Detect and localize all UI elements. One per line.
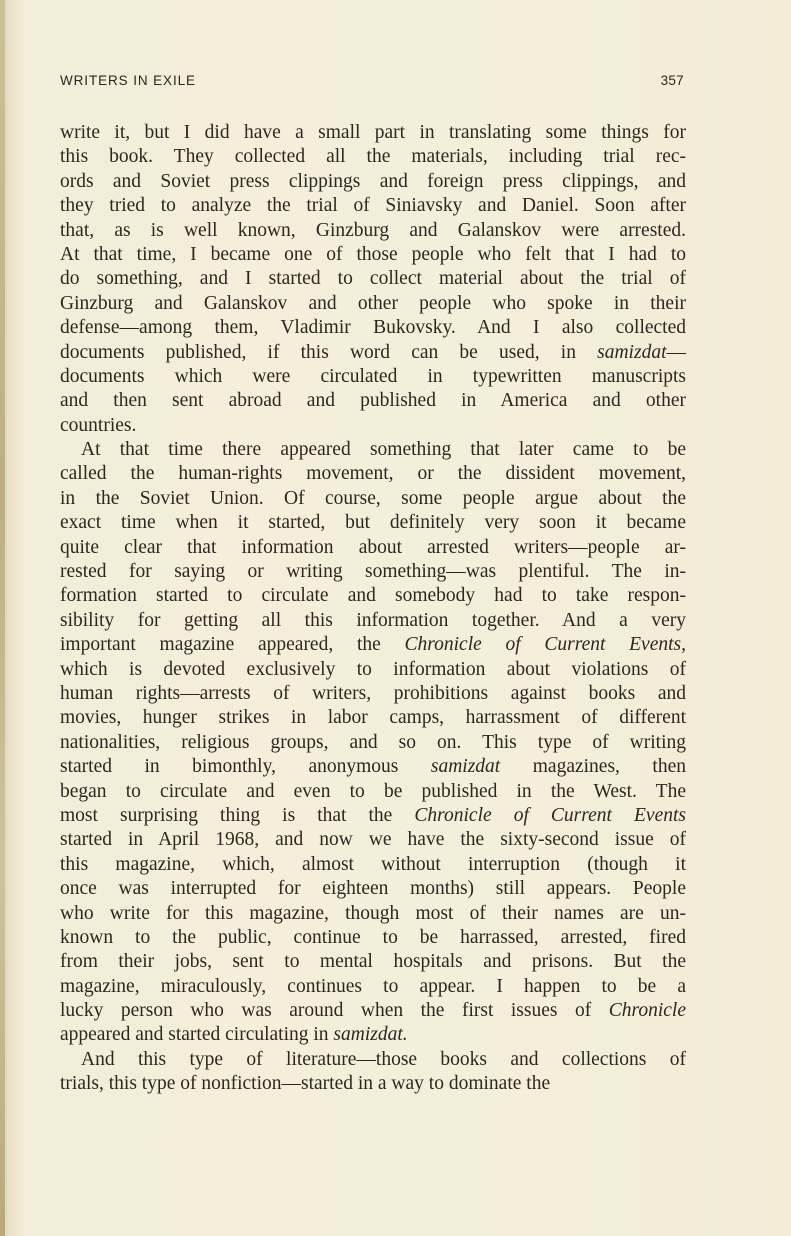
text-line [60, 609, 686, 633]
text-run: magazines, then [500, 756, 686, 778]
text-line [60, 389, 686, 413]
italic-text: samizdat. [333, 1024, 408, 1046]
text-line [60, 975, 686, 999]
text-run: they tried to analyze the trial of Siniavsky and Daniel. Soon after [60, 195, 686, 217]
text-line [60, 243, 686, 267]
italic-text: Chronicle of Current Events, [404, 634, 686, 656]
text-run: important magazine appeared, the [60, 634, 405, 656]
text-line [60, 1048, 686, 1072]
text-line [60, 292, 686, 316]
running-head-title: WRITERS IN EXILE [60, 73, 196, 88]
text-line [60, 145, 686, 169]
text-run: And this type of literature—those books and collections of [81, 1048, 686, 1070]
text-line [60, 682, 686, 706]
text-line [60, 853, 686, 877]
text-run: ords and Soviet press clippings and foreign press clippings, and [60, 170, 686, 192]
text-run: documents which were circulated in typewritten manuscripts [60, 365, 686, 387]
text-line [60, 950, 686, 974]
text-line [60, 804, 686, 828]
text-line [60, 194, 686, 218]
text-line [60, 341, 686, 365]
page-gutter-edge [0, 0, 5, 1236]
text-run: rested for saying or writing something—was plentiful. The in- [60, 561, 686, 583]
text-line [60, 560, 686, 584]
text-run: which is devoted exclusively to information about violations of [60, 658, 686, 680]
text-run: human rights—arrests of writers, prohibitions against books and [60, 682, 686, 704]
text-run: and then sent abroad and published in America and other [60, 390, 686, 412]
text-line [60, 487, 686, 511]
text-run: countries. [60, 414, 137, 436]
text-line [60, 121, 686, 145]
text-run: quite clear that information about arrested writers—people ar- [60, 536, 686, 558]
text-run: who write for this magazine, though most of their names are un- [60, 902, 686, 924]
text-run: magazine, miraculously, continues to appear. I happen to be a [60, 975, 686, 997]
text-line [60, 999, 686, 1023]
text-run: do something, and I started to collect material about the trial of [60, 268, 686, 290]
text-run: started in bimonthly, anonymous [60, 756, 431, 778]
text-run: Ginzburg and Galanskov and other people who spoke in their [60, 292, 686, 314]
text-run: At that time there appeared something that later came to be [81, 439, 686, 461]
text-run: known to the public, continue to be harrassed, arrested, fired [60, 926, 686, 948]
text-run: from their jobs, sent to mental hospitals and prisons. But the [60, 951, 686, 973]
text-run: nationalities, religious groups, and so on. This type of writing [60, 731, 686, 753]
running-head [60, 73, 684, 93]
text-line [60, 462, 686, 486]
text-run: appeared and started circulating in [60, 1024, 334, 1046]
text-line [60, 633, 686, 657]
text-line [60, 414, 686, 438]
text-run: trials, this type of nonfiction—started in a way to dominate the [60, 1073, 551, 1095]
text-line [60, 877, 686, 901]
text-line [60, 536, 686, 560]
text-line [60, 1023, 686, 1047]
text-run: — [666, 341, 686, 363]
text-line [60, 170, 686, 194]
text-line [60, 365, 686, 389]
page-number: 357 [660, 73, 684, 88]
text-run: write it, but I did have a small part in translating some things for [60, 122, 686, 143]
text-run: most surprising thing is that the [60, 804, 415, 826]
text-run: documents published, if this word can be used, in [60, 341, 598, 363]
text-run: started in April 1968, and now we have the sixty-second issue of [60, 829, 686, 851]
body-text [60, 121, 686, 1097]
italic-text: samizdat [597, 341, 667, 363]
text-run: exact time when it started, but definitely very soon it became [60, 512, 686, 534]
text-line [60, 926, 686, 950]
text-line [60, 828, 686, 852]
italic-text: Chronicle of Current Events [414, 804, 686, 826]
text-run: began to circulate and even to be published in the West. The [60, 780, 686, 802]
text-run: sibility for getting all this information together. And a very [60, 609, 686, 631]
text-run: lucky person who was around when the first issues of [60, 1000, 609, 1022]
text-run: in the Soviet Union. Of course, some people argue about the [60, 487, 686, 509]
text-run: this magazine, which, almost without interruption (though it [60, 853, 686, 875]
text-line [60, 438, 686, 462]
text-run: once was interrupted for eighteen months) still appears. People [60, 878, 686, 900]
text-run: this book. They collected all the materials, including trial rec- [60, 146, 686, 168]
text-line [60, 780, 686, 804]
text-run: that, as is well known, Ginzburg and Galanskov were arrested. [60, 219, 686, 241]
text-line [60, 1072, 686, 1096]
text-line [60, 267, 686, 291]
text-line [60, 731, 686, 755]
text-run: At that time, I became one of those people who felt that I had to [60, 243, 686, 265]
text-line [60, 584, 686, 608]
text-line [60, 902, 686, 926]
text-line [60, 316, 686, 340]
text-line [60, 706, 686, 730]
text-line [60, 658, 686, 682]
italic-text: samizdat [430, 756, 501, 778]
text-run: defense—among them, Vladimir Bukovsky. And I also collected [60, 317, 686, 339]
text-run: movies, hunger strikes in labor camps, harrassment of different [60, 707, 686, 729]
italic-text: Chronicle [608, 1000, 686, 1022]
text-line [60, 511, 686, 535]
text-run: called the human-rights movement, or the dissident movement, [60, 463, 686, 485]
text-line [60, 219, 686, 243]
text-line [60, 755, 686, 779]
text-run: formation started to circulate and somebody had to take respon- [60, 585, 686, 607]
